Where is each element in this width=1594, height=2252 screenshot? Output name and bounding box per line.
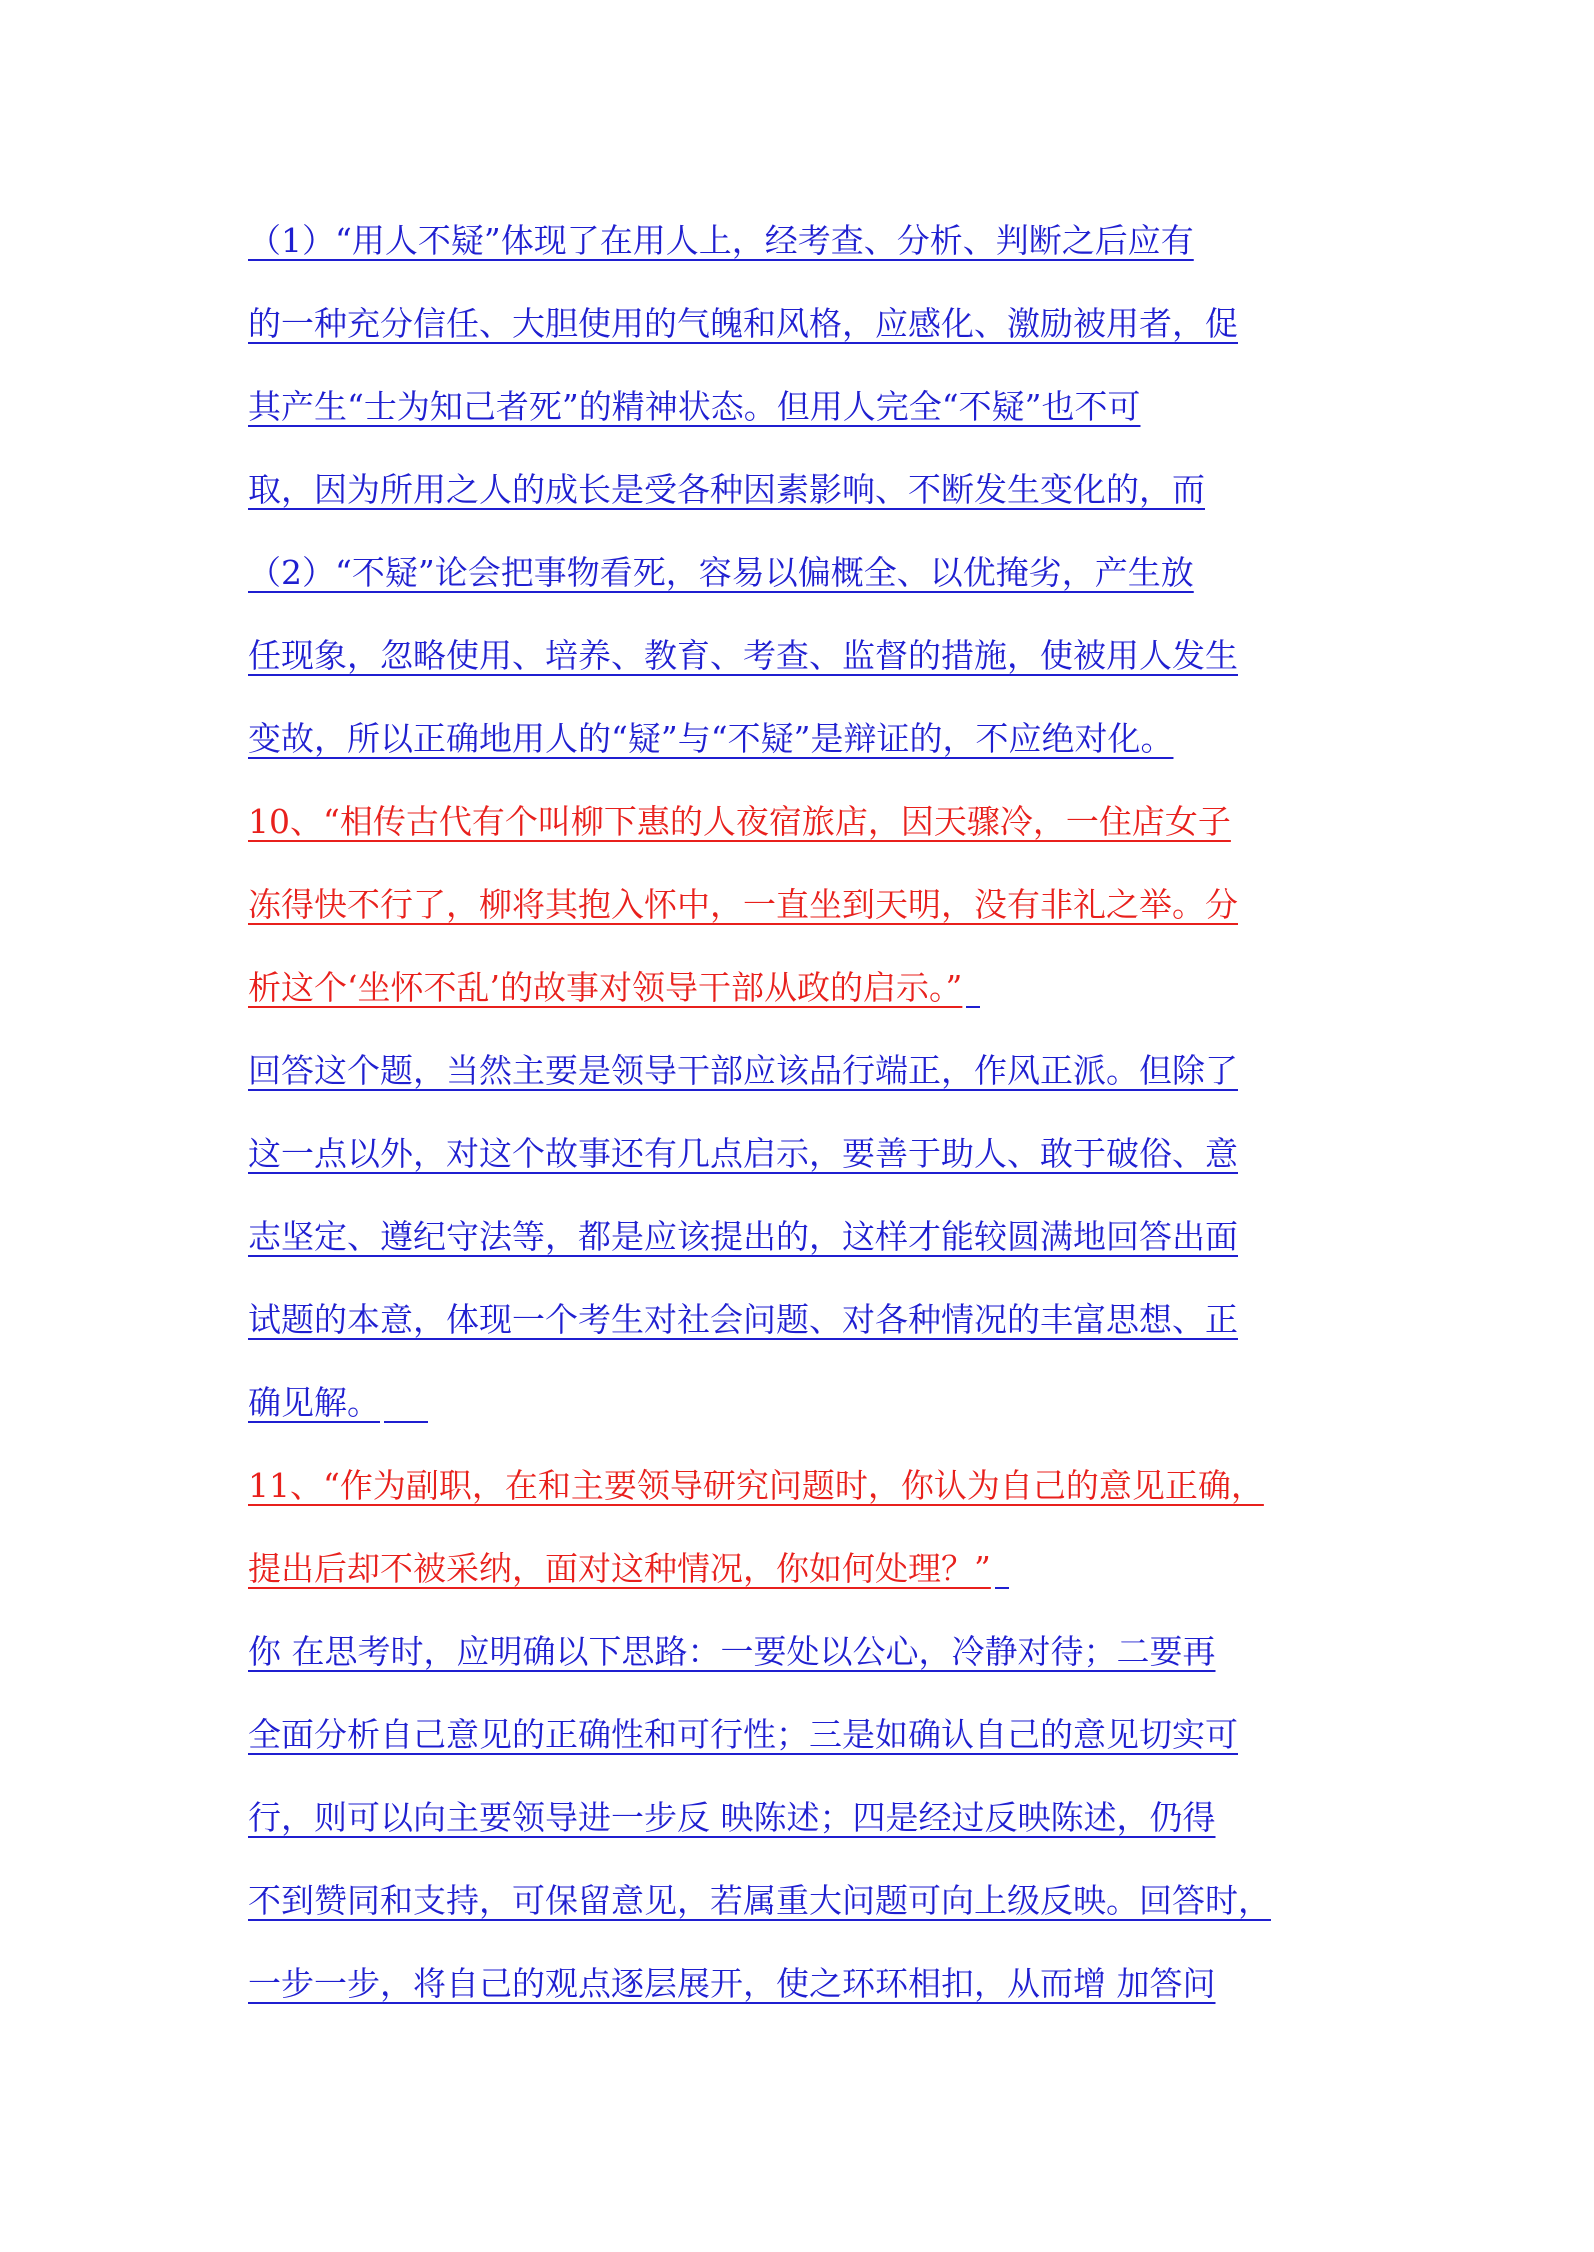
underline-tail — [384, 1421, 428, 1423]
question-line: 10、“相传古代有个叫柳下惠的人夜宿旅店，因天骤冷，一住店女子 — [248, 802, 1231, 841]
answer-line — [248, 1374, 1363, 1432]
answer-line: 行，则可以向主要领导进一步反 映陈述；四是经过反映陈述，仍得 — [248, 1798, 1216, 1837]
answer-line-text: 确见解。 — [248, 1383, 380, 1422]
text-line: 变故，所以正确地用人的“疑”与“不疑”是辩证的，不应绝对化。 — [248, 719, 1174, 758]
text-line: （2）“不疑”论会把事物看死，容易以偏概全、以优掩劣，产生放 — [248, 553, 1194, 592]
question-line: 11、“作为副职，在和主要领导研究问题时，你认为自己的意见正确， — [248, 1466, 1264, 1505]
answer-line: 试题的本意，体现一个考生对社会问题、对各种情况的丰富思想、正 — [248, 1300, 1238, 1339]
answer-line: 不到赞同和支持，可保留意见，若属重大问题可向上级反映。回答时， — [248, 1881, 1271, 1920]
question-line — [248, 959, 1363, 1017]
question-line-text: 析这个‘坐怀不乱’的故事对领导干部从政的启示。” — [248, 968, 963, 1007]
question-line-text: 提出后却不被采纳，面对这种情况，你如何处理？” — [248, 1549, 991, 1588]
answer-line: 全面分析自己意见的正确性和可行性；三是如确认自己的意见切实可 — [248, 1715, 1238, 1754]
text-line: 其产生“士为知己者死”的精神状态。但用人完全“不疑”也不可 — [248, 387, 1141, 426]
answer-line: 你 在思考时，应明确以下思路：一要处以公心，冷静对待；二要再 — [248, 1632, 1216, 1671]
text-line: （1）“用人不疑”体现了在用人上，经考查、分析、判断之后应有 — [248, 221, 1194, 260]
question-line: 冻得快不行了，柳将其抱入怀中，一直坐到天明，没有非礼之举。分 — [248, 885, 1238, 924]
answer-line: 志坚定、遵纪守法等，都是应该提出的，这样才能较圆满地回答出面 — [248, 1217, 1238, 1256]
question-line — [248, 1540, 1363, 1598]
text-line: 的一种充分信任、大胆使用的气魄和风格，应感化、激励被用者，促 — [248, 304, 1238, 343]
answer-line: 一步一步，将自己的观点逐层展开，使之环环相扣，从而增 加答问 — [248, 1964, 1216, 2003]
underline-tail — [966, 1006, 980, 1008]
text-line: 任现象，忽略使用、培养、教育、考查、监督的措施，使被用人发生 — [248, 636, 1238, 675]
underline-tail — [995, 1587, 1009, 1589]
text-line: 取，因为所用之人的成长是受各种因素影响、不断发生变化的，而 — [248, 470, 1205, 509]
answer-line: 回答这个题，当然主要是领导干部应该品行端正，作风正派。但除了 — [248, 1051, 1238, 1090]
answer-line: 这一点以外，对这个故事还有几点启示，要善于助人、敢于破俗、意 — [248, 1134, 1238, 1173]
